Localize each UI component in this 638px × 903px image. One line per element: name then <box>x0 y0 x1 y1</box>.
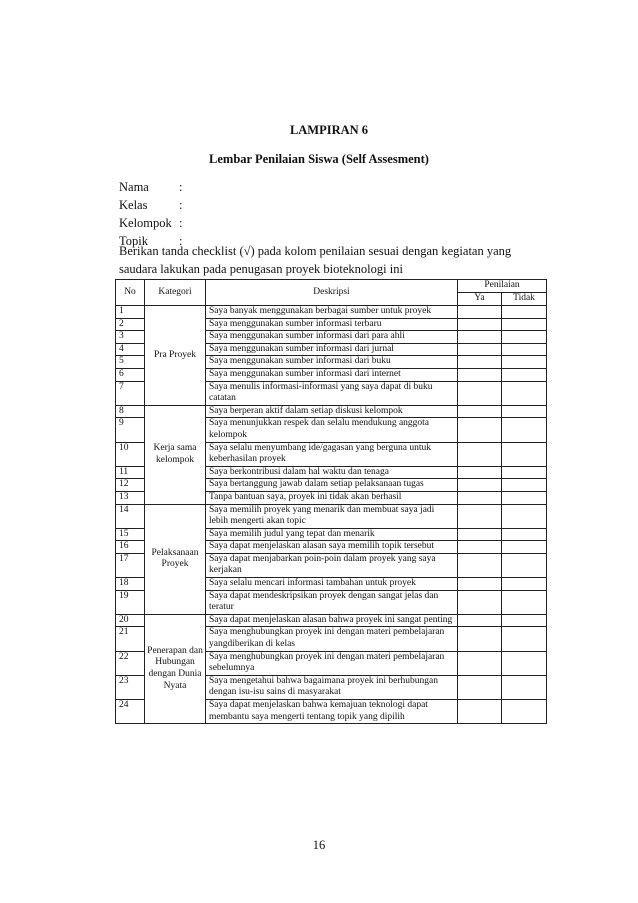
description-cell: Saya menghubungkan proyek ini dengan materi pembelajaran yangdiberikan di kelas <box>206 627 458 651</box>
tidak-checkbox-cell[interactable] <box>502 442 547 466</box>
ya-checkbox-cell[interactable] <box>458 306 502 319</box>
row-number: 10 <box>116 442 145 466</box>
row-number: 4 <box>116 343 145 356</box>
tidak-checkbox-cell[interactable] <box>502 504 547 528</box>
ya-checkbox-cell[interactable] <box>458 418 502 442</box>
row-number: 15 <box>116 528 145 541</box>
instruction-text: Berikan tanda checklist (√) pada kolom penilaian sesuai dengan kegiatan yang saudara lakukan pada penugasan proyek bioteknologi ini <box>119 244 512 276</box>
info-label: Topik <box>119 234 148 248</box>
row-number: 1 <box>116 306 145 319</box>
info-label: Kelas <box>119 198 148 212</box>
description-cell: Saya dapat menjelaskan alasan saya memilih topik tersebut <box>206 541 458 554</box>
tidak-checkbox-cell[interactable] <box>502 405 547 418</box>
category-cell: Pelaksanaan Proyek <box>145 504 206 614</box>
ya-checkbox-cell[interactable] <box>458 614 502 627</box>
ya-checkbox-cell[interactable] <box>458 541 502 554</box>
description-cell: Saya menggunakan sumber informasi dari buku <box>206 356 458 369</box>
description-cell: Saya mengetahui bahwa bagaimana proyek ini berhubungan dengan isu-isu sains di masyarakat <box>206 675 458 699</box>
description-cell: Saya banyak menggunakan berbagai sumber untuk proyek <box>206 306 458 319</box>
ya-checkbox-cell[interactable] <box>458 479 502 492</box>
description-cell: Saya dapat menjelaskan alasan bahwa proyek ini sangat penting <box>206 614 458 627</box>
description-cell: Saya menggunakan sumber informasi dari internet <box>206 368 458 381</box>
description-cell: Saya menunjukkan respek dan selalu mendukung anggota kelompok <box>206 418 458 442</box>
tidak-checkbox-cell[interactable] <box>502 306 547 319</box>
ya-checkbox-cell[interactable] <box>458 675 502 699</box>
ya-checkbox-cell[interactable] <box>458 331 502 344</box>
student-info-block <box>119 178 182 250</box>
ya-checkbox-cell[interactable] <box>458 368 502 381</box>
tidak-checkbox-cell[interactable] <box>502 700 547 724</box>
ya-checkbox-cell[interactable] <box>458 528 502 541</box>
ya-checkbox-cell[interactable] <box>458 491 502 504</box>
description-cell: Saya memilih judul yang tepat dan menarik <box>206 528 458 541</box>
description-cell: Saya berkontribusi dalam hal waktu dan tenaga <box>206 466 458 479</box>
description-cell: Saya bertanggung jawab dalam setiap pelaksanaan tugas <box>206 479 458 492</box>
row-number: 22 <box>116 651 145 675</box>
info-line <box>119 196 182 214</box>
tidak-checkbox-cell[interactable] <box>502 491 547 504</box>
header-no: No <box>116 280 145 306</box>
description-cell: Saya menggunakan sumber informasi dari para ahli <box>206 331 458 344</box>
row-number: 2 <box>116 318 145 331</box>
description-cell: Saya menggunakan sumber informasi terbaru <box>206 318 458 331</box>
table-row <box>116 504 547 528</box>
tidak-checkbox-cell[interactable] <box>502 541 547 554</box>
page-subtitle: Lembar Penilaian Siswa (Self Assesment) <box>209 152 429 166</box>
row-number: 19 <box>116 590 145 614</box>
tidak-checkbox-cell[interactable] <box>502 356 547 369</box>
tidak-checkbox-cell[interactable] <box>502 528 547 541</box>
description-cell: Saya menggunakan sumber informasi dari jurnal <box>206 343 458 356</box>
ya-checkbox-cell[interactable] <box>458 442 502 466</box>
row-number: 12 <box>116 479 145 492</box>
row-number: 23 <box>116 675 145 699</box>
tidak-checkbox-cell[interactable] <box>502 418 547 442</box>
row-number: 7 <box>116 381 145 405</box>
ya-checkbox-cell[interactable] <box>458 590 502 614</box>
table-row <box>116 405 547 418</box>
description-cell: Saya dapat menjelaskan bahwa kemajuan teknologi dapat membantu saya mengerti tentang topik yang dipilih <box>206 700 458 724</box>
tidak-checkbox-cell[interactable] <box>502 627 547 651</box>
tidak-checkbox-cell[interactable] <box>502 318 547 331</box>
description-cell: Saya selalu menyumbang ide/gagasan yang berguna untuk keberhasilan proyek <box>206 442 458 466</box>
info-separator: : <box>179 198 183 212</box>
page-number: 16 <box>312 838 326 852</box>
ya-checkbox-cell[interactable] <box>458 578 502 591</box>
header-penilaian: Penilaian <box>458 280 547 293</box>
info-separator: : <box>179 234 183 248</box>
assessment-table-body <box>116 306 547 724</box>
row-number: 5 <box>116 356 145 369</box>
info-label: Kelompok <box>119 216 172 230</box>
row-number: 16 <box>116 541 145 554</box>
description-cell: Saya dapat mendeskripsikan proyek dengan sangat jelas dan teratur <box>206 590 458 614</box>
tidak-checkbox-cell[interactable] <box>502 368 547 381</box>
info-separator: : <box>179 216 183 230</box>
ya-checkbox-cell[interactable] <box>458 700 502 724</box>
tidak-checkbox-cell[interactable] <box>502 479 547 492</box>
header-ya: Ya <box>458 293 502 306</box>
page-title: LAMPIRAN 6 <box>289 123 369 137</box>
tidak-checkbox-cell[interactable] <box>502 331 547 344</box>
ya-checkbox-cell[interactable] <box>458 466 502 479</box>
description-cell: Saya menulis informasi-informasi yang saya dapat di buku catatan <box>206 381 458 405</box>
tidak-checkbox-cell[interactable] <box>502 466 547 479</box>
row-number: 3 <box>116 331 145 344</box>
row-number: 18 <box>116 578 145 591</box>
info-separator: : <box>179 180 183 194</box>
ya-checkbox-cell[interactable] <box>458 504 502 528</box>
tidak-checkbox-cell[interactable] <box>502 343 547 356</box>
ya-checkbox-cell[interactable] <box>458 651 502 675</box>
ya-checkbox-cell[interactable] <box>458 318 502 331</box>
description-cell: Tanpa bantuan saya, proyek ini tidak akan berhasil <box>206 491 458 504</box>
table-row <box>116 306 547 319</box>
ya-checkbox-cell[interactable] <box>458 553 502 577</box>
row-number: 14 <box>116 504 145 528</box>
ya-checkbox-cell[interactable] <box>458 627 502 651</box>
description-cell: Saya memilih proyek yang menarik dan membuat saya jadi lebih mengerti akan topic <box>206 504 458 528</box>
info-line <box>119 178 182 196</box>
description-cell: Saya berperan aktif dalam setiap diskusi kelompok <box>206 405 458 418</box>
assessment-table <box>115 279 547 724</box>
row-number: 13 <box>116 491 145 504</box>
ya-checkbox-cell[interactable] <box>458 405 502 418</box>
header-deskripsi: Deskripsi <box>206 280 458 306</box>
row-number: 24 <box>116 700 145 724</box>
info-line <box>119 214 182 232</box>
row-number: 21 <box>116 627 145 651</box>
tidak-checkbox-cell[interactable] <box>502 578 547 591</box>
ya-checkbox-cell[interactable] <box>458 356 502 369</box>
tidak-checkbox-cell[interactable] <box>502 651 547 675</box>
tidak-checkbox-cell[interactable] <box>502 381 547 405</box>
row-number: 8 <box>116 405 145 418</box>
table-row <box>116 614 547 627</box>
info-label: Nama <box>119 180 149 194</box>
tidak-checkbox-cell[interactable] <box>502 590 547 614</box>
tidak-checkbox-cell[interactable] <box>502 675 547 699</box>
row-number: 9 <box>116 418 145 442</box>
tidak-checkbox-cell[interactable] <box>502 553 547 577</box>
description-cell: Saya dapat menjabarkan poin-poin dalam proyek yang saya kerjakan <box>206 553 458 577</box>
ya-checkbox-cell[interactable] <box>458 343 502 356</box>
row-number: 6 <box>116 368 145 381</box>
description-cell: Saya selalu mencari informasi tambahan untuk proyek <box>206 578 458 591</box>
row-number: 20 <box>116 614 145 627</box>
tidak-checkbox-cell[interactable] <box>502 614 547 627</box>
description-cell: Saya menghubungkan proyek ini dengan materi pembelajaran sebelumnya <box>206 651 458 675</box>
category-cell: Penerapan dan Hubungan dengan Dunia Nyata <box>145 614 206 723</box>
header-kategori: Kategori <box>145 280 206 306</box>
header-tidak: Tidak <box>502 293 547 306</box>
ya-checkbox-cell[interactable] <box>458 381 502 405</box>
row-number: 11 <box>116 466 145 479</box>
category-cell: Pra Proyek <box>145 306 206 406</box>
row-number: 17 <box>116 553 145 577</box>
category-cell: Kerja sama kelompok <box>145 405 206 504</box>
